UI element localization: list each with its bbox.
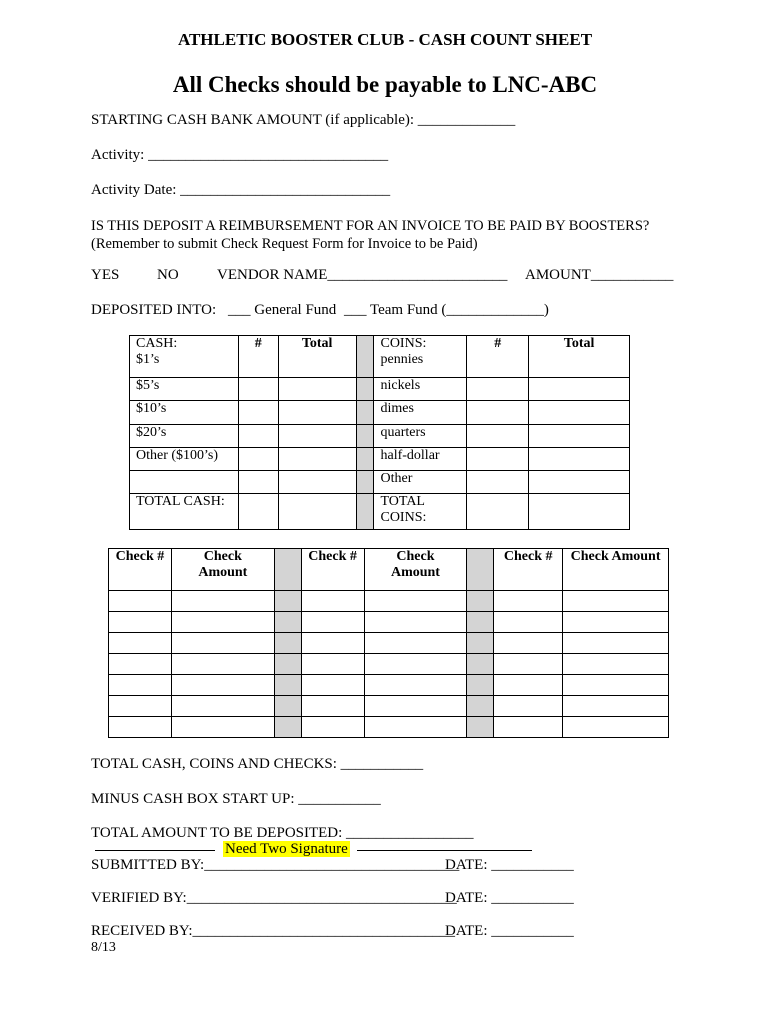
check-number-cell[interactable] bbox=[109, 654, 172, 675]
activity-date-field[interactable]: Activity Date: ____________________________ bbox=[91, 182, 391, 198]
check-number-cell[interactable] bbox=[109, 696, 172, 717]
shaded-divider bbox=[467, 717, 494, 738]
check-number-cell[interactable] bbox=[109, 717, 172, 738]
coin-total-cell[interactable] bbox=[529, 401, 630, 425]
shaded-divider bbox=[467, 654, 494, 675]
shaded-divider bbox=[356, 378, 374, 401]
check-number-cell[interactable] bbox=[109, 633, 172, 654]
shaded-divider bbox=[467, 612, 494, 633]
check-number-cell[interactable] bbox=[301, 633, 364, 654]
divider-line bbox=[357, 850, 532, 851]
received-date-field[interactable]: DATE: ___________ bbox=[445, 923, 574, 939]
cash-total-header: Total bbox=[278, 336, 356, 378]
check-amount-header-cell bbox=[171, 549, 274, 591]
coins-header-cell bbox=[374, 336, 467, 378]
coin-label: dimes bbox=[374, 401, 467, 425]
need-two-signature-text: Need Two Signature bbox=[225, 841, 348, 857]
shaded-divider bbox=[274, 612, 301, 633]
cash-total-cell[interactable] bbox=[278, 471, 356, 494]
shaded-divider bbox=[274, 675, 301, 696]
coin-total-cell[interactable] bbox=[529, 425, 630, 448]
shaded-divider bbox=[467, 549, 494, 591]
check-number-cell[interactable] bbox=[301, 654, 364, 675]
check-amount-cell[interactable] bbox=[364, 654, 467, 675]
check-amount-cell[interactable] bbox=[171, 717, 274, 738]
check-number-cell[interactable] bbox=[109, 591, 172, 612]
coin-label: nickels bbox=[374, 378, 467, 401]
shaded-divider bbox=[274, 654, 301, 675]
cash-label: $5’s bbox=[130, 378, 239, 401]
check-amount-cell[interactable] bbox=[364, 591, 467, 612]
check-number-cell[interactable] bbox=[494, 612, 563, 633]
check-amount-cell[interactable] bbox=[563, 696, 669, 717]
check-number-cell[interactable] bbox=[109, 612, 172, 633]
coin-total-cell[interactable] bbox=[529, 448, 630, 471]
check-number-header: Check # bbox=[494, 549, 563, 591]
check-row bbox=[109, 696, 669, 717]
need-two-signature-note bbox=[223, 841, 350, 858]
check-amount-header: Check bbox=[203, 549, 242, 564]
cash-header: CASH: bbox=[136, 336, 178, 351]
received-by-field[interactable]: RECEIVED BY:___________________________________ bbox=[91, 923, 456, 939]
form-title: ATHLETIC BOOSTER CLUB - CASH COUNT SHEET bbox=[177, 30, 593, 49]
cash-coins-table bbox=[129, 335, 630, 530]
coin-label: half-dollar bbox=[374, 448, 467, 471]
coin-count-cell[interactable] bbox=[467, 425, 529, 448]
check-number-cell[interactable] bbox=[301, 696, 364, 717]
coin-label: quarters bbox=[374, 425, 467, 448]
check-amount-cell[interactable] bbox=[171, 696, 274, 717]
cash-label: $1’s bbox=[136, 352, 160, 367]
check-amount-header: Check Amount bbox=[563, 549, 669, 591]
check-amount-cell[interactable] bbox=[563, 654, 669, 675]
total-coins-count-cell[interactable] bbox=[467, 494, 529, 530]
total-cash-label: TOTAL CASH: bbox=[130, 494, 239, 530]
cash-label bbox=[130, 471, 239, 494]
check-amount-cell[interactable] bbox=[171, 633, 274, 654]
coins-total-header: Total bbox=[529, 336, 630, 378]
check-number-cell[interactable] bbox=[109, 675, 172, 696]
check-amount-header-cell bbox=[364, 549, 467, 591]
total-coins-label-cell bbox=[374, 494, 467, 530]
total-coins-label: COINS: bbox=[380, 510, 427, 525]
total-deposit-field[interactable]: TOTAL AMOUNT TO BE DEPOSITED: _________________ bbox=[91, 825, 474, 841]
coin-count-cell[interactable] bbox=[467, 401, 529, 425]
check-number-header: Check # bbox=[301, 549, 364, 591]
shaded-divider bbox=[356, 448, 374, 471]
form-subtitle: All Checks should be payable to LNC-ABC bbox=[172, 72, 598, 97]
submitted-date-field[interactable]: DATE: ___________ bbox=[445, 857, 574, 873]
no-option[interactable]: NO bbox=[157, 267, 179, 283]
cash-label: $20’s bbox=[130, 425, 239, 448]
yes-option[interactable]: YES bbox=[91, 267, 120, 283]
check-amount-cell[interactable] bbox=[364, 696, 467, 717]
cash-count-cell[interactable] bbox=[238, 471, 278, 494]
coin-label: Other bbox=[374, 471, 467, 494]
cash-count-cell[interactable] bbox=[238, 378, 278, 401]
shaded-divider bbox=[467, 633, 494, 654]
shaded-divider bbox=[356, 336, 374, 378]
coin-total-cell[interactable] bbox=[529, 471, 630, 494]
check-number-cell[interactable] bbox=[494, 633, 563, 654]
shaded-divider bbox=[356, 425, 374, 448]
total-cash-coins-checks-field[interactable]: TOTAL CASH, COINS AND CHECKS: ___________ bbox=[91, 756, 424, 772]
divider-line bbox=[95, 850, 215, 851]
shaded-divider bbox=[356, 494, 374, 530]
deposit-note: (Remember to submit Check Request Form for Invoice to be Paid) bbox=[91, 236, 478, 252]
coin-count-cell[interactable] bbox=[467, 471, 529, 494]
coin-count-cell[interactable] bbox=[467, 448, 529, 471]
check-row bbox=[109, 654, 669, 675]
total-coins-label: TOTAL bbox=[380, 494, 425, 509]
total-cash-cell[interactable] bbox=[278, 494, 356, 530]
check-number-header: Check # bbox=[109, 549, 172, 591]
check-number-cell[interactable] bbox=[301, 717, 364, 738]
check-number-cell[interactable] bbox=[301, 591, 364, 612]
check-row bbox=[109, 675, 669, 696]
shaded-divider bbox=[467, 696, 494, 717]
check-amount-cell[interactable] bbox=[563, 612, 669, 633]
deposit-question: IS THIS DEPOSIT A REIMBURSEMENT FOR AN INVOICE TO BE PAID BY BOOSTERS? bbox=[91, 218, 650, 234]
cash-count-cell[interactable] bbox=[238, 425, 278, 448]
check-amount-cell[interactable] bbox=[364, 675, 467, 696]
shaded-divider bbox=[467, 591, 494, 612]
total-coins-cell[interactable] bbox=[529, 494, 630, 530]
check-number-cell[interactable] bbox=[494, 591, 563, 612]
minus-cash-box-field[interactable]: MINUS CASH BOX START UP: ___________ bbox=[91, 791, 381, 807]
cash-count-cell[interactable] bbox=[238, 401, 278, 425]
check-rows bbox=[109, 591, 669, 738]
shaded-divider bbox=[467, 675, 494, 696]
shaded-divider bbox=[274, 549, 301, 591]
checks-table bbox=[108, 548, 669, 738]
cash-count-cell[interactable] bbox=[238, 448, 278, 471]
check-amount-cell[interactable] bbox=[171, 675, 274, 696]
check-number-cell[interactable] bbox=[301, 612, 364, 633]
total-cash-count-cell[interactable] bbox=[238, 494, 278, 530]
check-amount-cell[interactable] bbox=[171, 591, 274, 612]
shaded-divider bbox=[274, 633, 301, 654]
submitted-by-field[interactable]: SUBMITTED BY:__________________________________ bbox=[91, 857, 460, 873]
check-number-cell[interactable] bbox=[494, 675, 563, 696]
check-number-cell[interactable] bbox=[301, 675, 364, 696]
check-amount-header: Amount bbox=[198, 565, 248, 580]
shaded-divider bbox=[274, 717, 301, 738]
check-amount-cell[interactable] bbox=[171, 654, 274, 675]
cash-header-cell bbox=[130, 336, 239, 378]
cash-label: $10’s bbox=[130, 401, 239, 425]
general-fund-option[interactable]: ___ General Fund bbox=[228, 302, 337, 318]
check-amount-header: Check bbox=[396, 549, 435, 564]
check-amount-cell[interactable] bbox=[563, 717, 669, 738]
cash-total-cell[interactable] bbox=[278, 448, 356, 471]
check-amount-cell[interactable] bbox=[364, 717, 467, 738]
cash-total-cell[interactable] bbox=[278, 378, 356, 401]
verified-by-field[interactable]: VERIFIED BY:____________________________________ bbox=[91, 890, 457, 906]
deposited-into-label: DEPOSITED INTO: bbox=[91, 302, 217, 318]
check-row bbox=[109, 612, 669, 633]
check-amount-cell[interactable] bbox=[563, 633, 669, 654]
starting-cash-field[interactable]: STARTING CASH BANK AMOUNT (if applicable): _____________ bbox=[91, 112, 516, 128]
check-number-cell[interactable] bbox=[494, 696, 563, 717]
team-fund-option[interactable]: ___ Team Fund (_____________) bbox=[344, 302, 549, 318]
cash-count-header: # bbox=[238, 336, 278, 378]
coins-header: COINS: bbox=[380, 336, 427, 351]
shaded-divider bbox=[274, 696, 301, 717]
shaded-divider bbox=[274, 591, 301, 612]
coin-label: pennies bbox=[380, 352, 424, 367]
cash-total-cell[interactable] bbox=[278, 425, 356, 448]
shaded-divider bbox=[356, 401, 374, 425]
vendor-name-field[interactable]: VENDOR NAME________________________ bbox=[217, 267, 508, 283]
coin-count-cell[interactable] bbox=[467, 378, 529, 401]
check-amount-cell[interactable] bbox=[364, 612, 467, 633]
amount-field[interactable]: AMOUNT___________ bbox=[525, 267, 674, 283]
coins-count-header: # bbox=[467, 336, 529, 378]
check-row bbox=[109, 591, 669, 612]
verified-date-field[interactable]: DATE: ___________ bbox=[445, 890, 574, 906]
form-version: 8/13 bbox=[91, 940, 116, 955]
check-amount-cell[interactable] bbox=[563, 591, 669, 612]
cash-label: Other ($100’s) bbox=[130, 448, 239, 471]
cash-total-cell[interactable] bbox=[278, 401, 356, 425]
check-row bbox=[109, 717, 669, 738]
coin-total-cell[interactable] bbox=[529, 378, 630, 401]
check-amount-header: Amount bbox=[390, 565, 440, 580]
check-amount-cell[interactable] bbox=[171, 612, 274, 633]
check-amount-cell[interactable] bbox=[364, 633, 467, 654]
check-number-cell[interactable] bbox=[494, 654, 563, 675]
check-row bbox=[109, 633, 669, 654]
check-amount-cell[interactable] bbox=[563, 675, 669, 696]
activity-field[interactable]: Activity: ________________________________ bbox=[91, 147, 389, 163]
shaded-divider bbox=[356, 471, 374, 494]
check-number-cell[interactable] bbox=[494, 717, 563, 738]
